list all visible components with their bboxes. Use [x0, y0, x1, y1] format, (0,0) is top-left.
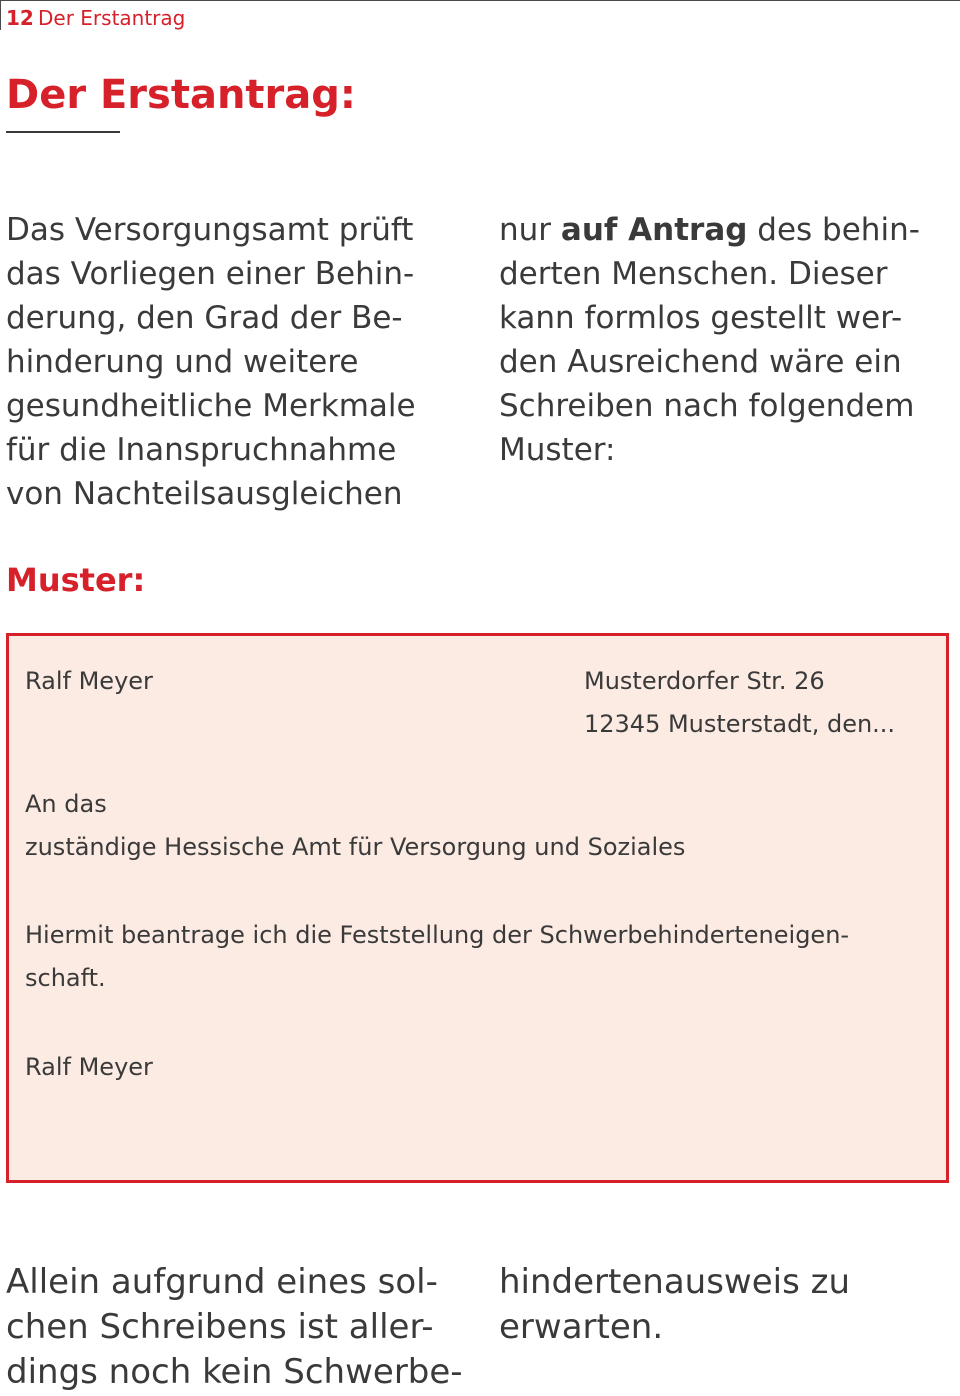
intro-right-column [499, 208, 949, 472]
outro-left-column [6, 1260, 486, 1395]
intro-right-line: derten Menschen. Dieser [499, 256, 888, 292]
letter-address-city-date: 12345 Musterstadt, den... [584, 710, 896, 738]
outro-right-line: erwarten. [499, 1307, 664, 1347]
page-title: Der Erstantrag: [6, 72, 356, 118]
outro-left-line: Allein aufgrund eines sol- [6, 1262, 438, 1302]
letter-address-street: Musterdorfer Str. 26 [584, 667, 825, 695]
outro-left-line: dings noch kein Schwerbe- [6, 1352, 463, 1392]
muster-heading: Muster: [6, 561, 146, 599]
running-title: Der Erstantrag [38, 6, 186, 30]
intro-left-line: für die Inanspruchnahme [6, 432, 397, 468]
intro-left-line: von Nachteilsausgleichen [6, 476, 403, 512]
intro-right-line: den Ausreichend wäre ein [499, 344, 902, 380]
letter-body-line2: schaft. [25, 964, 106, 992]
intro-right-first-line [499, 208, 949, 252]
intro-left-line: derung, den Grad der Be- [6, 300, 403, 336]
letter-body [25, 914, 925, 1000]
intro-right-line: Schreiben nach folgendem [499, 388, 915, 424]
letter-signature: Ralf Meyer [25, 1053, 153, 1081]
header-tick [0, 0, 1, 30]
title-underline [6, 131, 120, 133]
letter-recipient-line2: zuständige Hessische Amt für Versorgung und Soziales [25, 833, 686, 861]
letter-sender: Ralf Meyer [25, 667, 153, 695]
outro-right-line: hindertenausweis zu [499, 1262, 851, 1302]
intro-left-line: das Vorliegen einer Behin- [6, 256, 415, 292]
letter-body-line1: Hiermit beantrage ich die Feststellung der Schwerbehinderteneigen- [25, 921, 850, 949]
letter-recipient-line1: An das [25, 790, 107, 818]
header-rule [0, 0, 960, 1]
intro-left-line: Das Versorgungsamt prüft [6, 212, 414, 248]
intro-left-line: hinderung und weitere [6, 344, 359, 380]
outro-right-column [499, 1260, 949, 1350]
intro-right-rest: des behin- [747, 212, 920, 248]
intro-left-line: gesundheitliche Merkmale [6, 388, 416, 424]
sample-letter-box [6, 633, 949, 1183]
intro-right-line: kann formlos gestellt wer- [499, 300, 903, 336]
intro-left-column [6, 208, 476, 516]
intro-right-prefix: nur [499, 212, 561, 248]
letter-address [584, 660, 895, 746]
outro-left-line: chen Schreibens ist aller- [6, 1307, 434, 1347]
emphasis-auf-antrag: auf Antrag [560, 212, 748, 248]
intro-right-line: Muster: [499, 432, 616, 468]
page-number: 12 [6, 6, 34, 30]
